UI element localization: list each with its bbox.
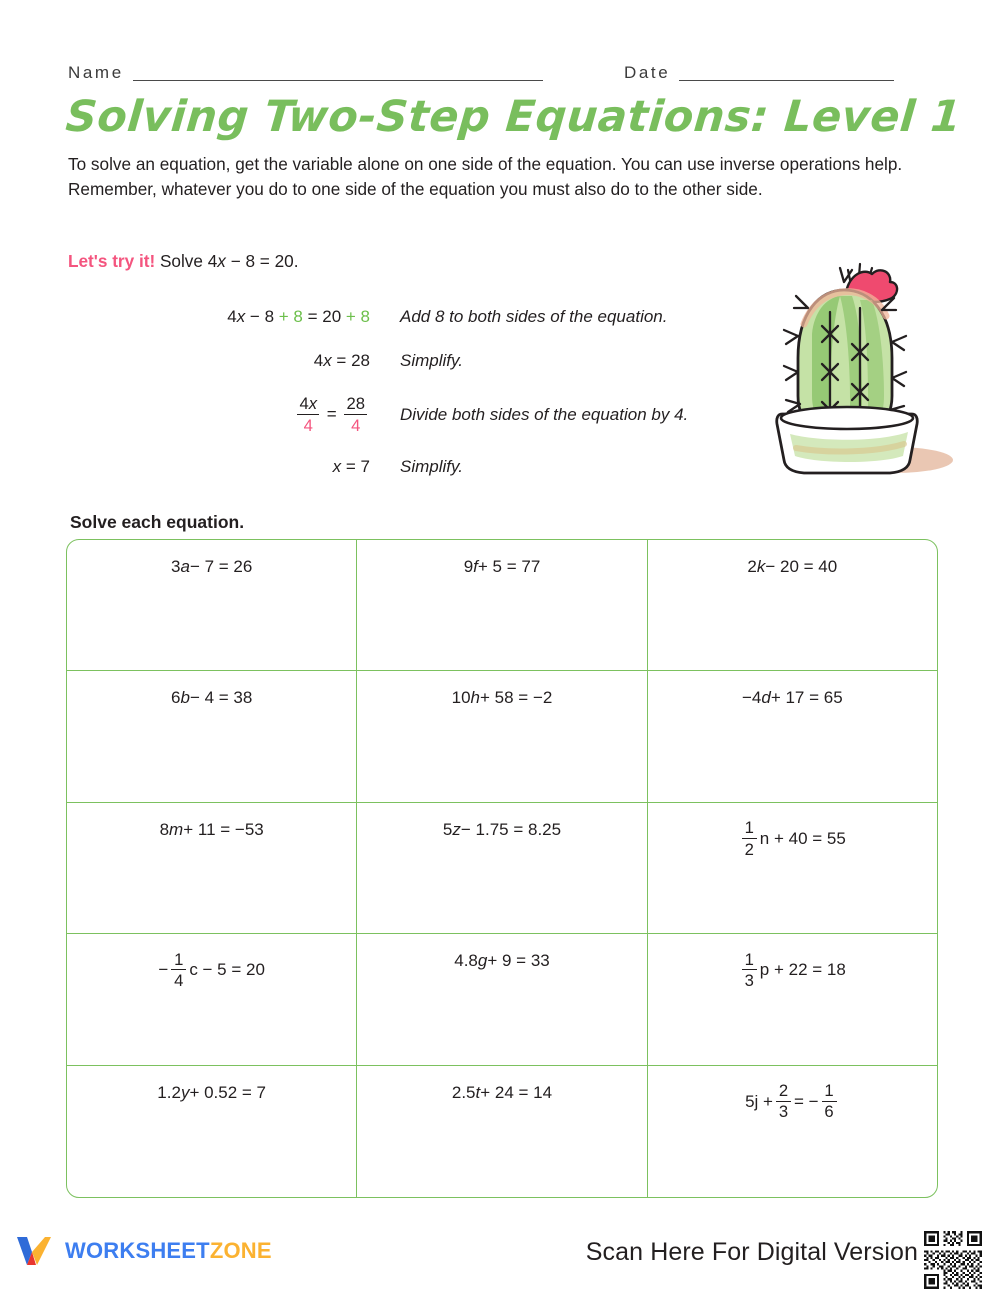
fraction-numerator: 2 xyxy=(778,1081,789,1101)
fraction-equation xyxy=(739,820,846,858)
logo-word-zone: ZONE xyxy=(209,1238,272,1263)
date-field[interactable] xyxy=(624,58,894,84)
step3-equals: = xyxy=(326,404,337,424)
fraction xyxy=(742,819,757,857)
fraction xyxy=(822,1082,837,1120)
logo-text xyxy=(65,1238,272,1264)
fraction xyxy=(742,951,757,989)
worked-step-3-description: Divide both sides of the equation by 4. xyxy=(400,405,689,424)
page-title: Solving Two-Step Equations: Level 1 xyxy=(63,92,964,142)
cactus-icon xyxy=(760,238,960,493)
worksheet-zone-logo[interactable] xyxy=(14,1234,272,1268)
date-writing-line[interactable] xyxy=(679,80,894,81)
worked-step-1-description: Add 8 to both sides of the equation. xyxy=(400,307,668,326)
problem-cell[interactable]: 10 h + 58 = −2 xyxy=(357,671,647,801)
equation-lead: − xyxy=(158,960,169,980)
table-row xyxy=(67,934,937,1065)
practice-grid xyxy=(66,539,938,1198)
worked-step-4-expression: x = 7 xyxy=(332,457,370,476)
problem-cell[interactable]: 5 z − 1.75 = 8.25 xyxy=(357,803,647,933)
problem-cell[interactable] xyxy=(648,1066,937,1197)
fraction-numerator: 1 xyxy=(744,949,754,969)
fraction-denominator: 2 xyxy=(744,839,754,859)
step1-part-a: 4x − 8 xyxy=(227,307,279,326)
problem-cell[interactable] xyxy=(67,934,357,1064)
fraction-numerator: 1 xyxy=(174,949,184,969)
problem-cell[interactable]: −4 d + 17 = 65 xyxy=(741,688,843,708)
try-it-line xyxy=(68,249,299,273)
worked-example xyxy=(170,296,750,488)
problem-cell[interactable]: 9 f + 5 = 77 xyxy=(357,540,647,670)
qr-code[interactable] xyxy=(922,1229,984,1291)
cactus-illustration xyxy=(760,238,960,493)
equation-tail: n + 40 = 55 xyxy=(759,828,846,848)
step1-plus8-left: + 8 xyxy=(278,307,303,326)
table-row xyxy=(67,1066,937,1197)
problem-cell[interactable]: 1.2 y + 0.52 = 7 xyxy=(67,1066,357,1197)
fraction-denominator: 4 xyxy=(351,415,361,435)
name-label: Name xyxy=(68,63,124,82)
fraction-equation xyxy=(158,951,265,989)
fraction-numerator: 1 xyxy=(824,1081,834,1101)
fraction-bar xyxy=(742,838,757,839)
fraction-bar xyxy=(297,414,319,415)
table-row xyxy=(67,803,937,934)
problem-cell[interactable]: 4.8 g + 9 = 33 xyxy=(357,934,647,1064)
worked-step-2-description: Simplify. xyxy=(400,351,463,370)
fraction-denominator: 4 xyxy=(174,970,184,990)
fraction-28-over-4 xyxy=(344,395,367,433)
fraction-4x-over-4 xyxy=(297,395,319,433)
problem-cell[interactable]: 3 a − 7 = 26 xyxy=(67,540,357,670)
problem-cell[interactable]: 8 m + 11 = −53 xyxy=(67,803,357,933)
fraction xyxy=(171,951,186,989)
fraction-numerator: 4x xyxy=(299,394,318,414)
problem-cell[interactable] xyxy=(648,803,937,933)
step1-plus8-right: + 8 xyxy=(345,307,370,326)
name-field[interactable] xyxy=(68,58,543,84)
problem-cell[interactable] xyxy=(648,934,937,1064)
problem-cell[interactable]: 6 b − 4 = 38 xyxy=(67,671,357,801)
fraction-bar xyxy=(344,414,367,415)
equation-middle: = − xyxy=(793,1091,819,1111)
step1-part-b: = 20 xyxy=(302,307,346,326)
page-footer xyxy=(0,1222,1000,1284)
fraction-equation xyxy=(745,1083,839,1121)
worked-step-1 xyxy=(170,296,750,338)
fraction-denominator: 6 xyxy=(824,1102,834,1122)
fraction-denominator: 3 xyxy=(744,970,754,990)
logo-word-worksheet: WORKSHEET xyxy=(65,1238,210,1263)
worksheet-header xyxy=(68,58,932,86)
try-it-problem: Solve 4x − 8 = 20. xyxy=(159,251,299,271)
worked-step-4 xyxy=(170,446,750,488)
table-row xyxy=(67,540,937,671)
logo-w-icon xyxy=(14,1234,56,1268)
table-row xyxy=(67,671,937,802)
worked-step-3-expression xyxy=(170,396,370,434)
worked-step-2 xyxy=(170,338,750,384)
problem-cell[interactable]: 2 k − 20 = 40 xyxy=(747,557,838,576)
scan-prompt-text: Scan Here For Digital Version xyxy=(585,1238,918,1266)
equation-tail: c − 5 = 20 xyxy=(189,960,265,980)
name-writing-line[interactable] xyxy=(133,80,543,81)
worked-step-1-expression xyxy=(170,307,370,327)
fraction-numerator: 28 xyxy=(346,394,365,414)
equation-lead: 5j + xyxy=(745,1091,773,1111)
worked-step-2-expression: 4x = 28 xyxy=(313,351,370,370)
try-it-highlight: Let's try it! xyxy=(68,251,156,271)
fraction-denominator: 4 xyxy=(303,415,313,435)
worked-step-4-description: Simplify. xyxy=(400,457,463,476)
worked-step-3 xyxy=(170,384,750,446)
intro-paragraph: To solve an equation, get the variable alone on one side of the equation. You can use inverse operations help. Remember, whatever you do to one side of the equation you must also do to the other side. xyxy=(68,154,903,199)
fraction-numerator: 1 xyxy=(744,818,754,838)
practice-heading: Solve each equation. xyxy=(70,512,245,532)
problem-cell[interactable]: 2.5 t + 24 = 14 xyxy=(357,1066,647,1197)
date-label: Date xyxy=(624,63,671,82)
equation-tail: p + 22 = 18 xyxy=(759,960,846,980)
fraction-equation xyxy=(739,951,846,989)
fraction-denominator: 3 xyxy=(778,1102,789,1122)
fraction xyxy=(776,1082,791,1120)
